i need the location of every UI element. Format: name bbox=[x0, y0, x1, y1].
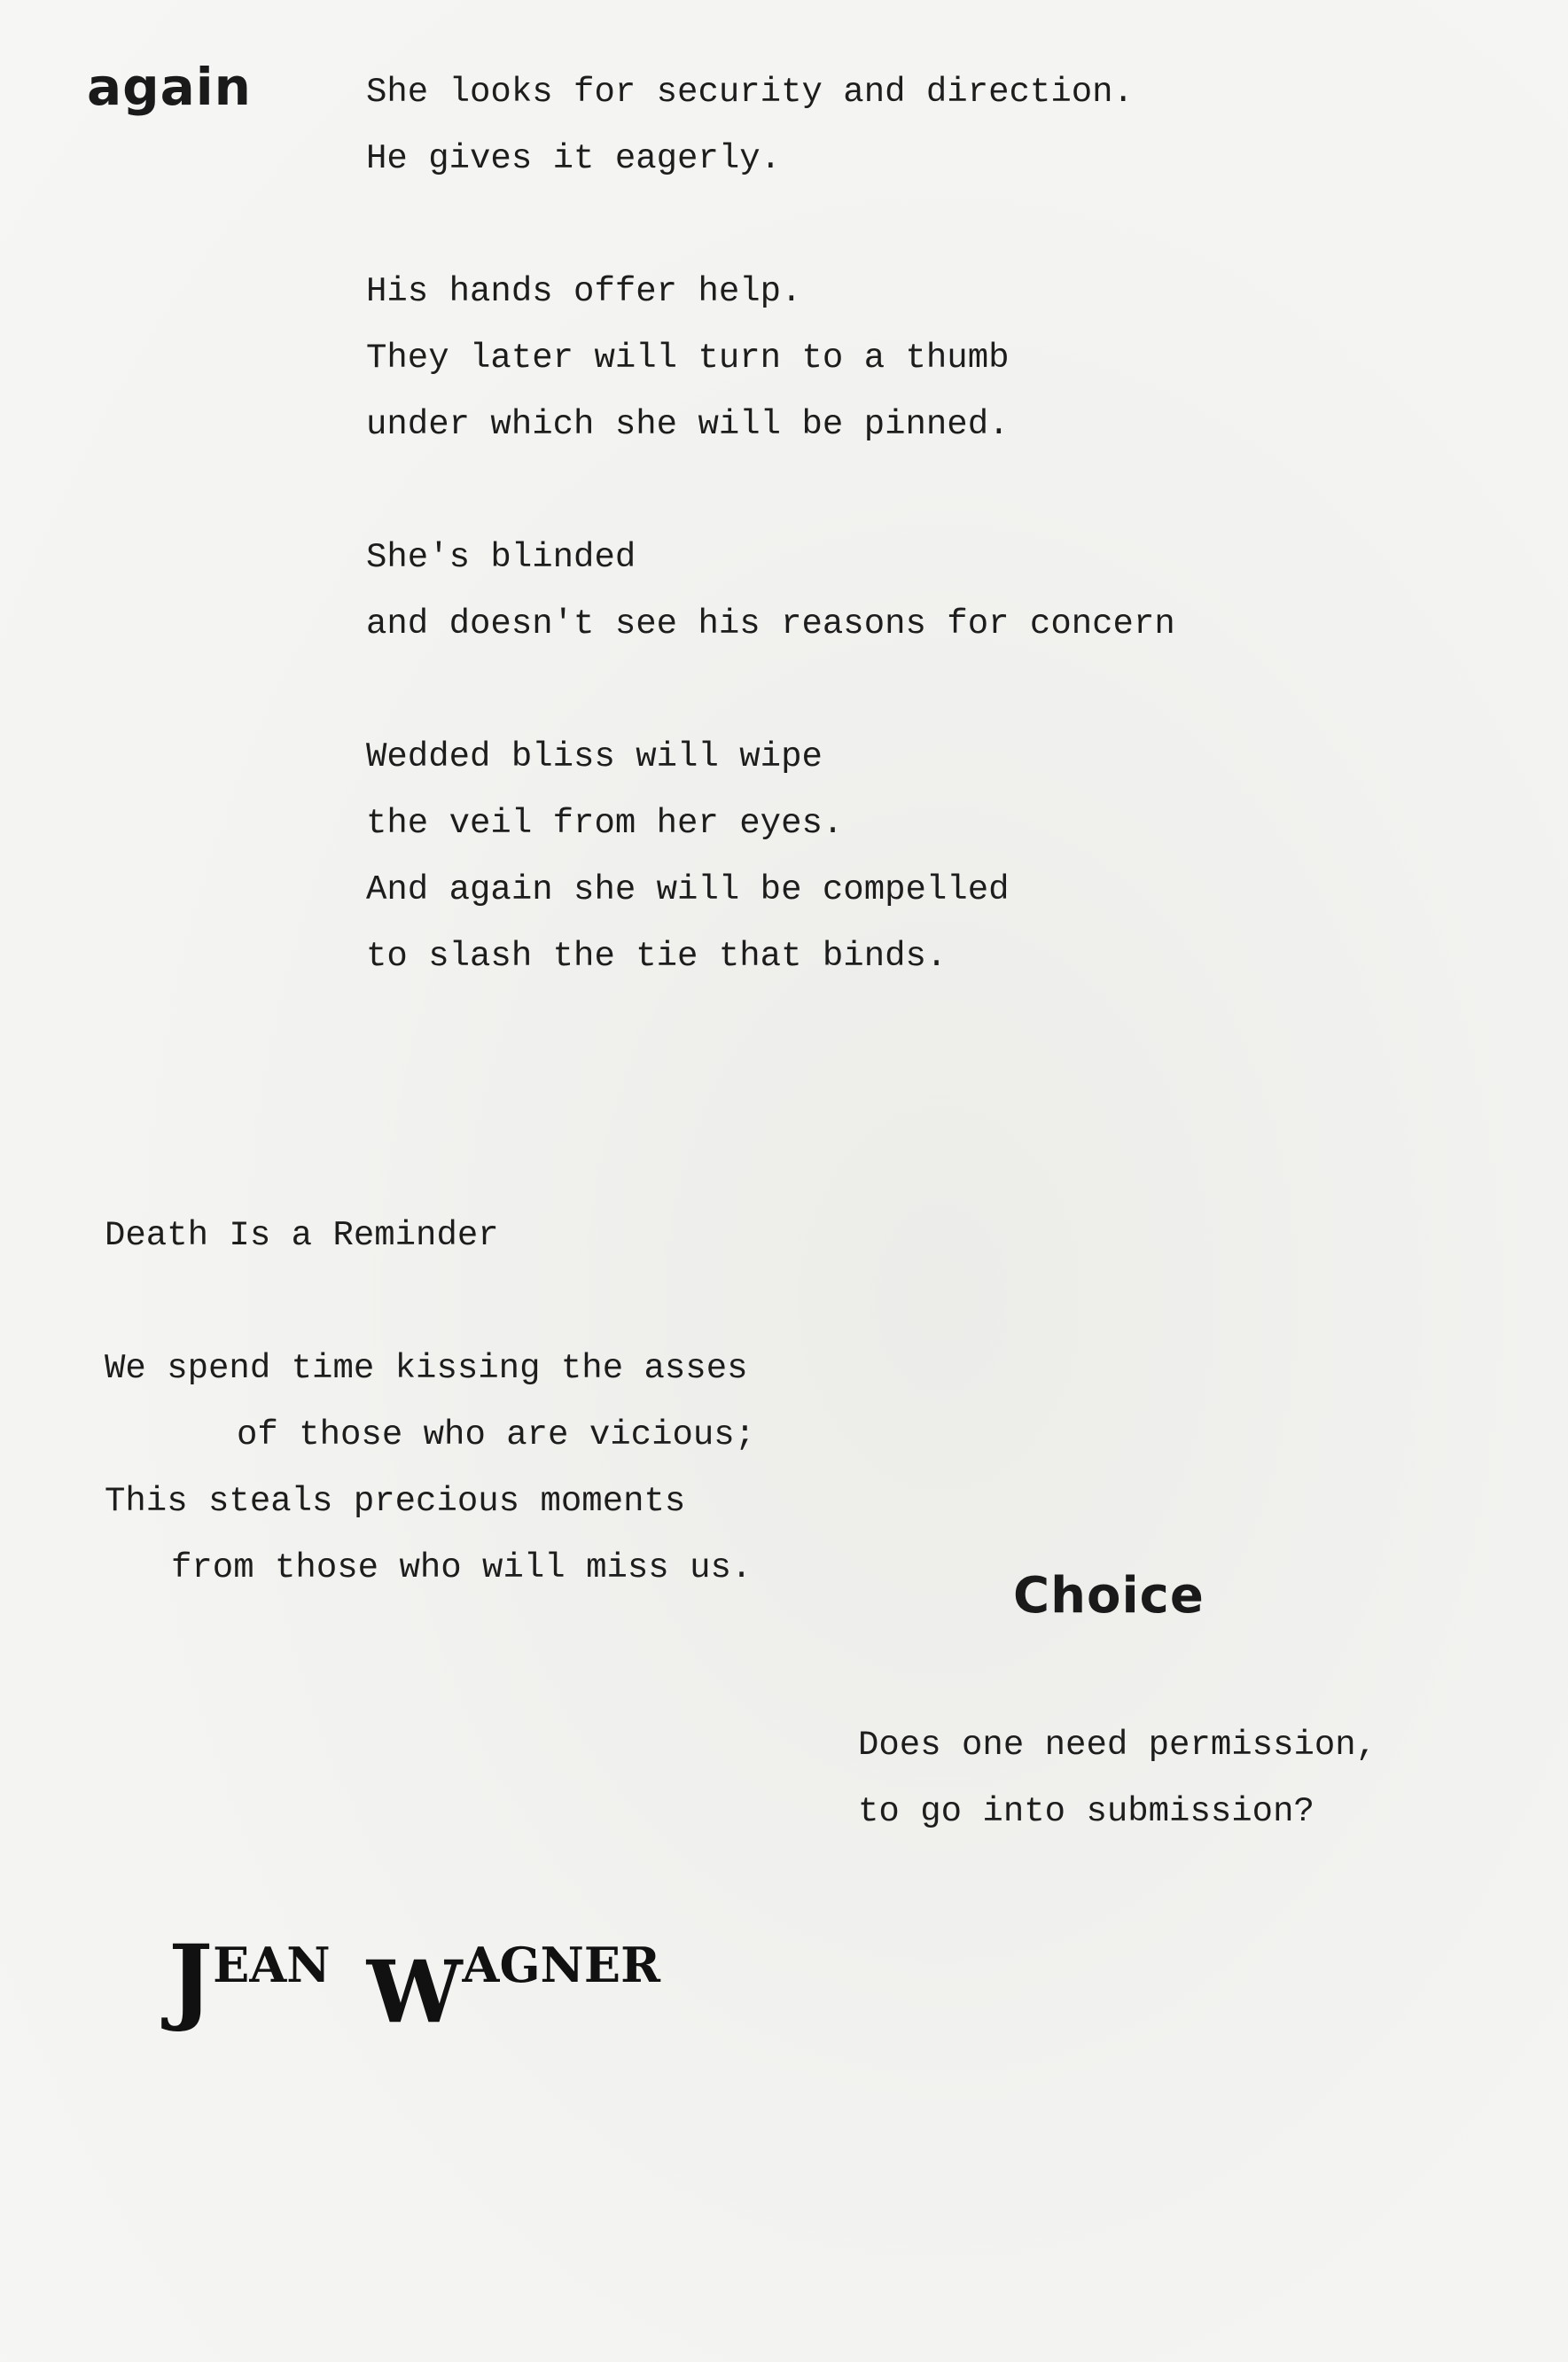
poem-title-death: Death Is a Reminder bbox=[105, 1216, 499, 1255]
poem-line: from those who will miss us. bbox=[171, 1548, 753, 1587]
poem-line: They later will turn to a thumb bbox=[366, 339, 1010, 378]
author-first-initial: J bbox=[168, 1923, 214, 2034]
poem-line: of those who are vicious; bbox=[237, 1415, 756, 1454]
poem-line: She's blinded bbox=[366, 538, 636, 577]
poem-line: This steals precious moments bbox=[105, 1482, 686, 1521]
author-first-rest: EAN bbox=[213, 1937, 331, 1993]
author-last-rest: AGNER bbox=[462, 1937, 660, 1993]
poem-line: the veil from her eyes. bbox=[366, 804, 844, 843]
poem-line: And again she will be compelled bbox=[366, 870, 1010, 909]
poem-line: He gives it eagerly. bbox=[366, 139, 782, 178]
author-last-initial: W bbox=[366, 1942, 463, 2042]
poem-line: and doesn't see his reasons for concern bbox=[366, 604, 1175, 643]
author-name bbox=[168, 1923, 660, 2042]
poem-title-again: again bbox=[87, 57, 252, 117]
poem-line: Does one need permission, bbox=[858, 1726, 1377, 1765]
poem-line: She looks for security and direction. bbox=[366, 73, 1134, 112]
poem-line: His hands offer help. bbox=[366, 272, 802, 311]
poem-line: to slash the tie that binds. bbox=[366, 937, 948, 976]
poem-line: We spend time kissing the asses bbox=[105, 1349, 748, 1388]
poem-line: Wedded bliss will wipe bbox=[366, 737, 823, 776]
poem-line: to go into submission? bbox=[858, 1792, 1314, 1831]
poem-title-choice: Choice bbox=[1013, 1567, 1205, 1625]
poem-line: under which she will be pinned. bbox=[366, 405, 1010, 444]
